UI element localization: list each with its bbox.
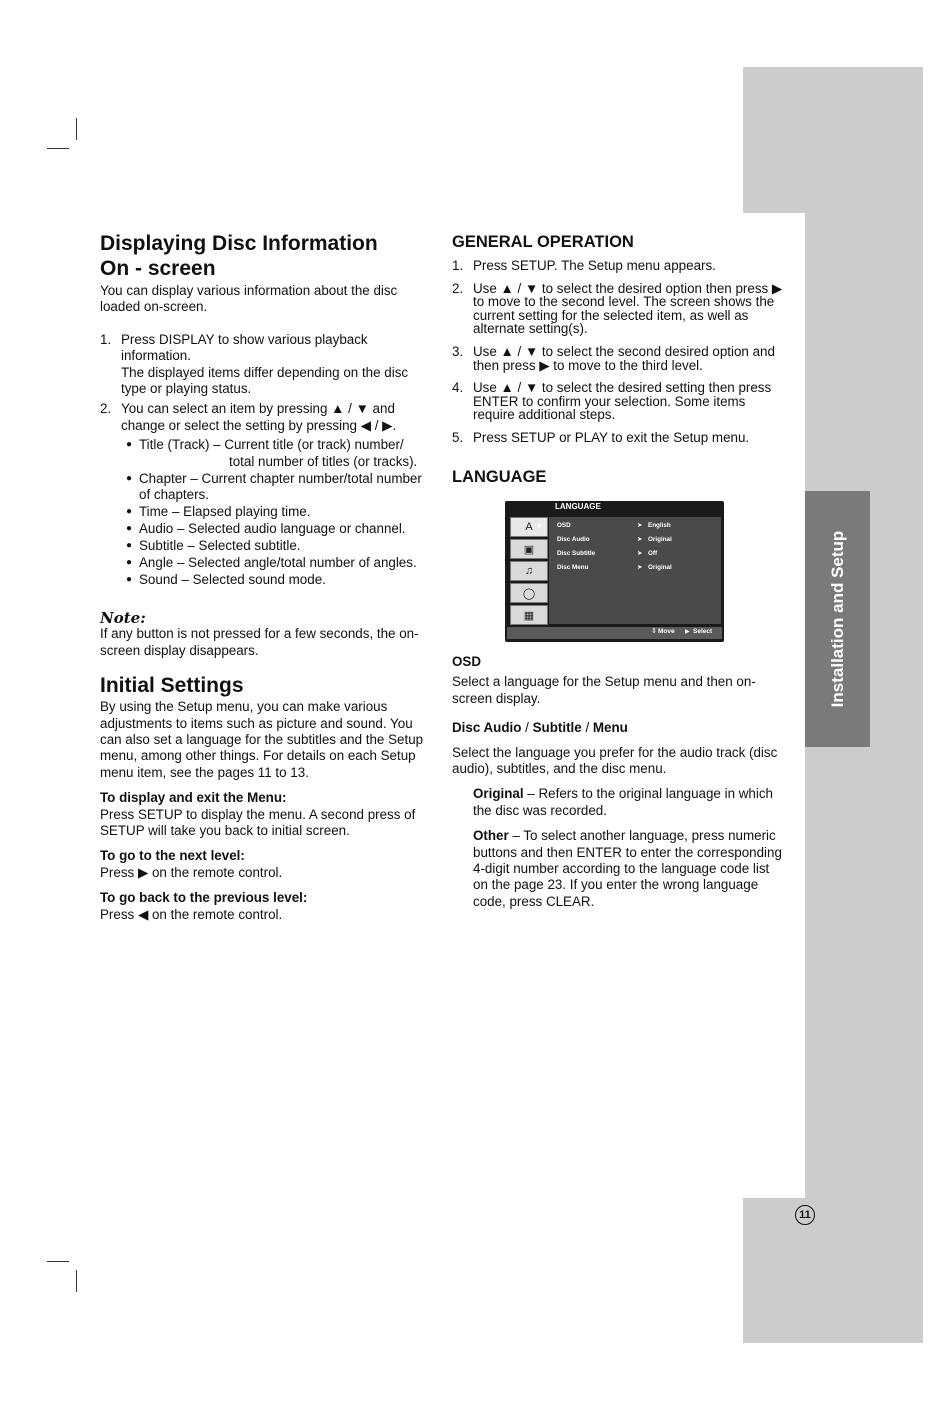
display-icon: ▣ [510, 539, 548, 559]
other-item [452, 828, 784, 910]
title-line-1: Displaying Disc Information [100, 232, 378, 255]
list-item [100, 401, 430, 587]
arrow-right-icon: ➤ [637, 550, 643, 557]
list-item [452, 345, 784, 372]
language-details [452, 654, 784, 910]
lock-icon: ◯ [510, 583, 548, 603]
menu-row-value: Off [648, 550, 658, 557]
note-title: Note: [100, 608, 146, 627]
disc-audio-heading [452, 720, 784, 736]
list-item [100, 332, 430, 398]
margin-band-top [743, 67, 923, 213]
arrow-right-icon: ➤ [637, 536, 643, 543]
menu-icon-column [507, 517, 548, 624]
step-number: 5. [452, 429, 464, 445]
next-level-text: Press ▶ on the remote control. [100, 864, 283, 880]
step-number: 4. [452, 380, 464, 396]
prev-level-heading: To go back to the previous level: [100, 890, 308, 906]
osd-text: Select a language for the Setup menu and then on-screen display. [452, 674, 756, 706]
prev-level-text: Press ◀ on the remote control. [100, 906, 283, 922]
general-steps [452, 259, 784, 445]
osd-heading: OSD [452, 654, 482, 669]
menu-row-label: OSD [557, 522, 571, 529]
list-item: ● Subtitle – Selected subtitle. [126, 538, 430, 554]
next-level-heading: To go to the next level: [100, 848, 245, 864]
title-line-2: On - screen [100, 257, 216, 280]
language-icon: A [510, 517, 548, 537]
footer-select: Select [693, 628, 713, 635]
bullet-text: Title (Track) – Current title (or track) number/ [139, 437, 404, 453]
menu-footer [507, 627, 722, 639]
right-column [452, 232, 784, 487]
list-item: ● Angle – Selected angle/total number of angles. [126, 555, 430, 571]
arrow-right-icon: ➤ [637, 522, 643, 529]
original-label: Original [473, 786, 524, 802]
other-text: – To select another language, press numeric buttons and then ENTER to enter the corresponding 4-digit number according to the language code list on the page 23. If you enter the wrong language code, press CLEAR. [473, 828, 782, 909]
crop-mark [76, 1270, 77, 1292]
language-title: LANGUAGE [452, 467, 547, 486]
menu-row-value: English [648, 522, 671, 529]
section-tab-label: Installation and Setup [827, 530, 847, 708]
menu-title: LANGUAGE [555, 502, 601, 511]
general-operation-title: GENERAL OPERATION [452, 233, 634, 251]
crop-mark [47, 148, 69, 149]
list-item [452, 259, 784, 273]
selected-arrow-icon: ▶ [538, 523, 543, 529]
list-item [452, 431, 784, 445]
step-number: 2. [100, 401, 112, 417]
left-column [100, 231, 430, 923]
crop-mark [76, 118, 77, 140]
step-number: 1. [100, 331, 112, 347]
step-text: Use ▲ / ▼ to select the desired setting then press ENTER to confirm your selection. Some items require additional steps. [473, 380, 772, 423]
initial-settings-title: Initial Settings [100, 674, 244, 698]
step-text: The displayed items differ depending on the disc type or playing status. [121, 364, 409, 397]
step-number: 3. [452, 343, 464, 359]
bullet-text: total number of titles (or tracks). [229, 453, 418, 469]
menu-row-value: Original [648, 564, 672, 571]
list-item: ● Time – Elapsed playing time. [126, 504, 430, 520]
step-text: Press DISPLAY to show various playback information. [121, 331, 368, 364]
page-number: 11 [795, 1205, 815, 1225]
initial-settings-text: By using the Setup menu, you can make various adjustments to items such as picture and sound. You can also set a language for the subtitles and the Setup menu, among other things. For details on each Setup menu item, see the pages 11 to 13. [100, 699, 424, 780]
subtitle-label: Subtitle [532, 720, 582, 736]
display-steps [100, 332, 430, 588]
audio-icon: ♫ [510, 561, 548, 581]
step-text: Press SETUP or PLAY to exit the Setup menu. [473, 429, 750, 445]
separator: / [581, 720, 593, 736]
list-item [452, 381, 784, 422]
info-bullets [113, 437, 430, 588]
setup-menu-screenshot [505, 501, 724, 642]
menu-row-label: Disc Audio [557, 536, 590, 543]
crop-mark [47, 1261, 69, 1262]
right-arrow-icon: ▶ [685, 629, 690, 635]
intro-text: You can display various information about the disc loaded on-screen. [100, 283, 398, 315]
separator: / [521, 720, 533, 736]
step-text: Use ▲ / ▼ to select the desired option then press ▶ to move to the second level. The screen shows the current setting for the selected item, as well as alternate setting(s). [473, 280, 783, 337]
original-text: – Refers to the original language in which the disc was recorded. [473, 786, 773, 818]
disc-audio-text: Select the language you prefer for the audio track (disc audio), subtitles, and the disc menu. [452, 744, 778, 777]
step-number: 2. [452, 280, 464, 296]
list-item: ● Sound – Selected sound mode. [126, 572, 430, 588]
footer-move: Move [658, 628, 675, 635]
other-label: Other [473, 828, 509, 844]
list-item [452, 282, 784, 336]
step-number: 1. [452, 258, 464, 273]
arrow-right-icon: ➤ [637, 564, 643, 571]
step-text: Press SETUP. The Setup menu appears. [473, 258, 716, 273]
others-icon: ▦ [510, 605, 548, 625]
display-exit-text: Press SETUP to display the menu. A second press of SETUP will take you back to initial screen. [100, 806, 416, 838]
section-title [100, 231, 430, 281]
step-text: You can select an item by pressing ▲ / ▼ and change or select the setting by pressing ◀ / ▶. [121, 401, 397, 433]
menu-label: Menu [592, 720, 628, 736]
original-item [452, 786, 784, 819]
list-item [126, 437, 430, 470]
menu-row-label: Disc Menu [557, 564, 589, 571]
list-item: ● Audio – Selected audio language or channel. [126, 521, 430, 537]
section-tab [805, 491, 870, 747]
display-exit-heading: To display and exit the Menu: [100, 790, 287, 806]
up-down-icon: ⇕ [651, 628, 657, 635]
margin-band-bottom [743, 1198, 923, 1343]
step-text: Use ▲ / ▼ to select the second desired option and then press ▶ to move to the third level. [473, 343, 775, 373]
list-item: ● Chapter – Current chapter number/total number of chapters. [126, 471, 430, 504]
note-text: If any button is not pressed for a few seconds, the on-screen display disappears. [100, 626, 419, 658]
menu-row-label: Disc Subtitle [557, 550, 596, 557]
disc-audio-label: Disc Audio [452, 720, 522, 736]
menu-row-value: Original [648, 536, 672, 543]
